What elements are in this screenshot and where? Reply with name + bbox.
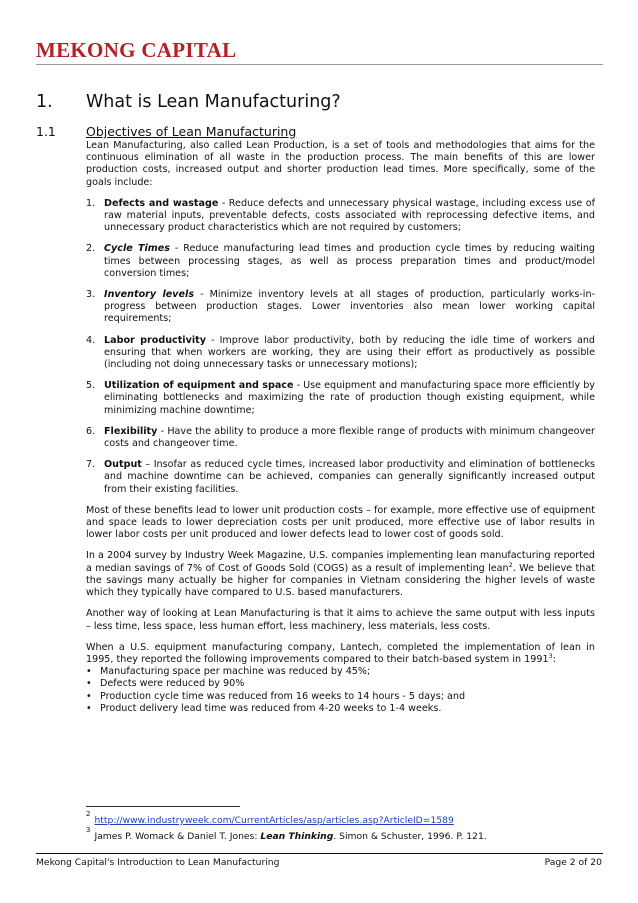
goal-item <box>86 335 595 372</box>
page-number: Page 2 of 20 <box>544 857 602 868</box>
goal-text: – Insofar as reduced cycle times, increased labor productivity and elimination of bottlenecks and machine downtime can be achieved, companies can generally significantly increased output from their existing facilities. <box>104 459 595 495</box>
lantech-text-cont: : <box>552 653 556 665</box>
goal-term: Flexibility <box>104 425 158 437</box>
footer-title: Mekong Capital's Introduction to Lean Manufacturing <box>36 857 280 868</box>
subsection-number: 1.1 <box>36 124 56 139</box>
document-body <box>86 140 595 724</box>
footnote-3 <box>86 826 487 843</box>
bullet-icon: • <box>86 678 92 690</box>
list-item-text: Production cycle time was reduced from 16 weeks to 14 hours - 5 days; and <box>100 690 466 702</box>
footer-divider <box>36 853 603 854</box>
goal-number: 2. <box>86 243 96 255</box>
goal-text: - Reduce defects and unnecessary physical wastage, including excess use of raw material inputs, preventable defects, costs associated with reprocessing defective items, and unnecessary product characteristics which are not required by customers; <box>104 197 595 234</box>
footnote-2 <box>86 810 454 827</box>
footnote-authors: James P. Womack & Daniel T. Jones: <box>94 831 261 843</box>
survey-text: In a 2004 survey by Industry Week Magazine, U.S. companies implementing lean manufacturing reported a median savings of 7% of Cost of Goods Sold (COGS) as a result of implementing lean <box>86 550 595 574</box>
list-item <box>86 691 595 703</box>
goal-term: Inventory levels <box>104 289 195 301</box>
survey-text-cont: . We believe that the savings many actually be higher for companies in Vietnam considering the higher levels of waste which they typically have compared to U.S. based manufacturers. <box>86 562 595 599</box>
footnote-divider <box>86 806 240 807</box>
list-item-text: Product delivery lead time was reduced from 4-20 weeks to 1-4 weeks. <box>100 702 442 714</box>
goal-number: 3. <box>86 289 96 301</box>
list-item-text: Defects were reduced by 90% <box>100 678 245 690</box>
goal-item <box>86 426 595 450</box>
footnote-link[interactable]: http://www.industryweek.com/CurrentArticles/asp/articles.asp?ArticleID=1589 <box>94 815 454 827</box>
improvements-list <box>86 666 595 715</box>
goal-text: - Reduce manufacturing lead times and production cycle times by reducing waiting times between processing stages, as well as process preparation times and product/model conversion times; <box>104 243 595 279</box>
goal-item <box>86 380 595 417</box>
goal-term: Labor productivity <box>104 334 206 346</box>
goal-text: - Have the ability to produce a more flexible range of products with minimum changeover costs and changeover time. <box>104 425 595 450</box>
list-item <box>86 666 595 678</box>
goals-list <box>86 198 595 496</box>
goal-text: - Minimize inventory levels at all stages of production, particularly works-in-progress between production stages. Lower inventories also mean lower working capital requirements; <box>104 289 595 325</box>
goal-number: 6. <box>86 425 96 437</box>
list-item-text: Manufacturing space per machine was reduced by 45%; <box>100 666 371 678</box>
bullet-icon: • <box>86 666 92 678</box>
goal-item <box>86 243 595 280</box>
goal-term: Utilization of equipment and space <box>104 380 294 392</box>
goal-term: Output <box>104 459 142 471</box>
another-way-paragraph: Another way of looking at Lean Manufacturing is that it aims to achieve the same output with less inputs – less time, less space, less human effort, less machinery, less materials, less costs. <box>86 608 595 632</box>
section-title: What is Lean Manufacturing? <box>86 92 341 112</box>
goal-item <box>86 289 595 326</box>
lantech-paragraph <box>86 642 595 666</box>
lantech-text: When a U.S. equipment manufacturing company, Lantech, completed the implementation of lean in 1995, they reported the following improvements compared to their batch-based system in 1991 <box>86 641 595 665</box>
intro-paragraph: Lean Manufacturing, also called Lean Production, is a set of tools and methodologies that aims for the continuous elimination of all waste in the production process. The main benefits of this are lower production costs, increased output and shorter production lead times. More specifically, some of the goals include: <box>86 140 595 188</box>
goal-number: 5. <box>86 380 96 392</box>
footnote-book-title: Lean Thinking <box>260 831 334 843</box>
list-item <box>86 678 595 690</box>
bullet-icon: • <box>86 702 92 714</box>
goal-item <box>86 198 595 235</box>
survey-paragraph <box>86 550 595 599</box>
bullet-icon: • <box>86 690 92 702</box>
goal-number: 7. <box>86 459 96 471</box>
company-logo: MEKONG CAPITAL <box>36 38 237 62</box>
list-item <box>86 703 595 715</box>
header-divider <box>36 64 603 65</box>
footnote-ref[interactable]: 2 <box>508 560 513 569</box>
goal-text: - Improve labor productivity, both by reducing the idle time of workers and ensuring that when workers are working, they are using their effort as productively as possible (including not doing unnecessary tasks or unnecessary motions); <box>104 334 595 371</box>
goal-term: Cycle Times <box>104 243 170 255</box>
goal-number: 1. <box>86 197 96 209</box>
footnote-publisher: . Simon & Schuster, 1996. P. 121. <box>333 831 487 843</box>
footnote-ref[interactable]: 3 <box>548 651 553 660</box>
goal-term: Defects and wastage <box>104 197 219 209</box>
goal-number: 4. <box>86 334 96 346</box>
section-number: 1. <box>36 92 53 112</box>
goal-item <box>86 459 595 496</box>
footnote-number: 3 <box>86 826 91 834</box>
subsection-title: Objectives of Lean Manufacturing <box>86 124 297 139</box>
benefits-paragraph: Most of these benefits lead to lower unit production costs – for example, more effective use of equipment and space leads to lower depreciation costs per unit produced, more effective use of labor results in lower labor costs per unit produced and lower defects lead to lower cost of goods sold. <box>86 504 595 541</box>
footnote-number: 2 <box>86 810 91 818</box>
goal-text: - Use equipment and manufacturing space more efficiently by eliminating bottlenecks and maximizing the rate of production though existing equipment, while minimizing machine downtime; <box>104 380 595 416</box>
